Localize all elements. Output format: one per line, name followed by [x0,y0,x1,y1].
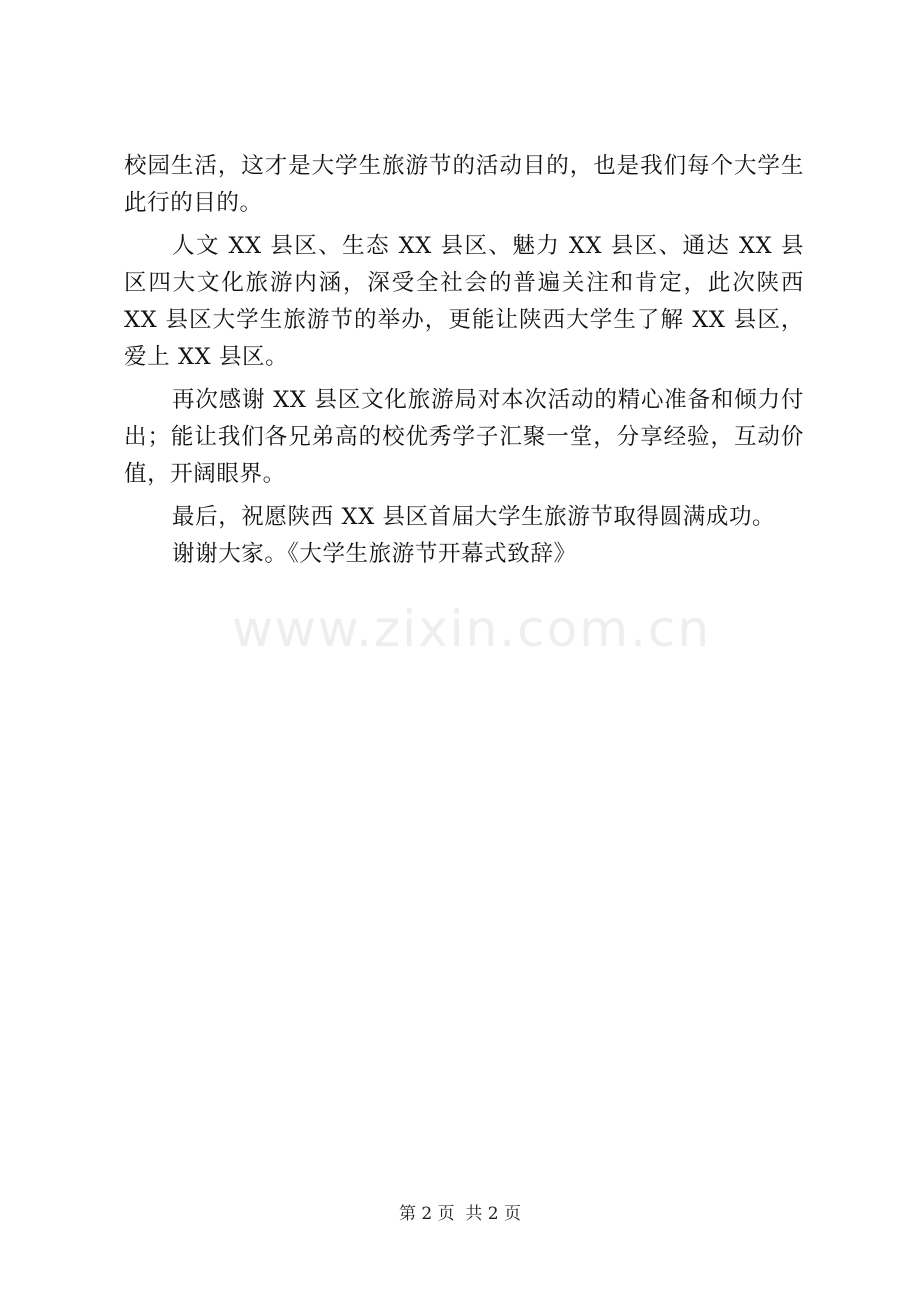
paragraph-wishes: 最后，祝愿陕西 XX 县区首届大学生旅游节取得圆满成功。 [172,504,776,530]
paragraph-continuation: 校园生活，这才是大学生旅游节的活动目的，也是我们每个大学生此行的目的。 [124,153,804,216]
paragraph-culture: 人文 XX 县区、生态 XX 县区、魅力 XX 县区、通达 XX 县区四大文化旅游内涵，深受全社会的普遍关注和肯定，此次陕西 XX 县区大学生旅游节的举办，更能让陕西大学生了解 XX 县区，爱上 XX 县区。 [124,233,804,370]
document-body [124,148,804,573]
paragraph-thanks: 再次感谢 XX 县区文化旅游局对本次活动的精心准备和倾力付出；能让我们各兄弟高的校优秀学子汇聚一堂，分享经验，互动价值，开阔眼界。 [124,387,804,487]
watermark: www.zixin.com.cn [232,600,712,658]
paragraph-closing: 谢谢大家。《大学生旅游节开幕式致辞》 [172,541,577,567]
page-footer: 第 2 页 共 2 页 [398,1204,522,1224]
